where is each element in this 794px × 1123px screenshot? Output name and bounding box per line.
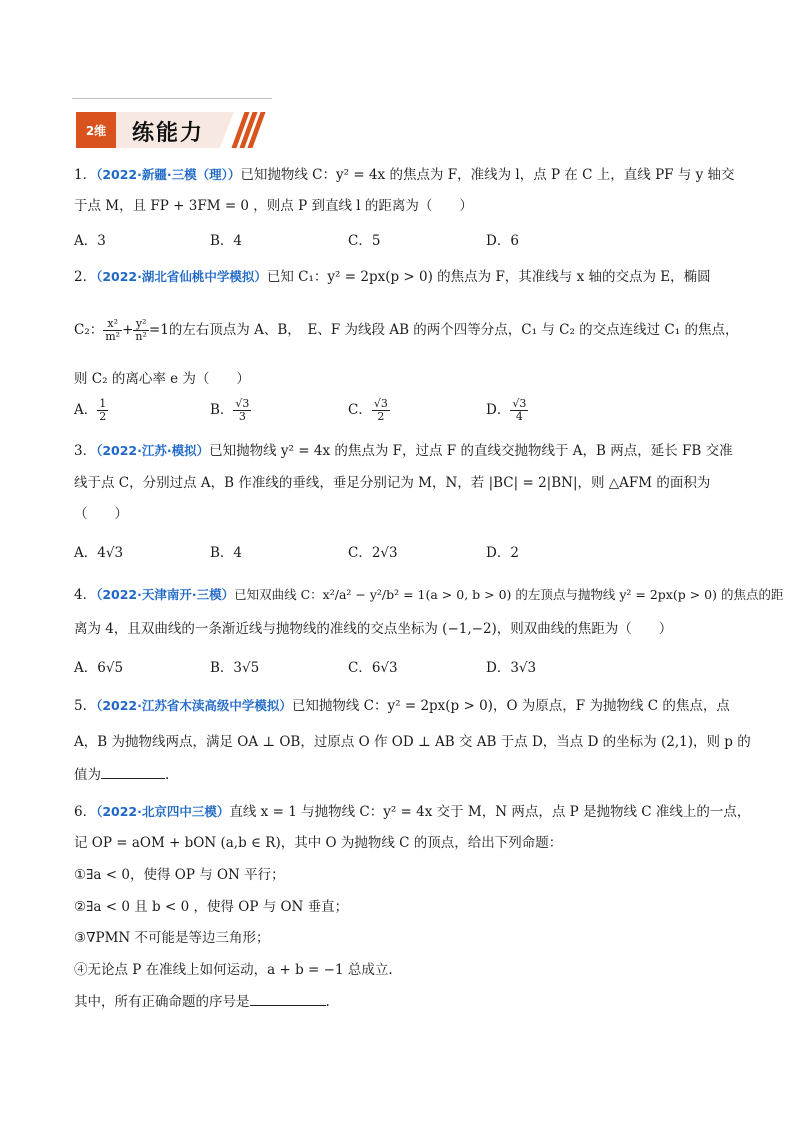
q1-line1 (74, 166, 735, 184)
q2-line3: 则 C₂ 的离心率 e 为（ ） (74, 371, 250, 387)
q6-item-4: ④无论点 P 在准线上如何运动，a + b = −1 总成立. (74, 962, 393, 978)
q4-number: 4． (74, 587, 97, 603)
q2-option-a-label: A． (74, 402, 98, 418)
q2-fraction-x: $\frac{\text{x²}}{\text{m²}}$ (105, 317, 121, 343)
q2-c2-label: C₂： (74, 322, 104, 338)
section-title: 练能力 (132, 121, 205, 146)
q5-text3: 值为 (74, 767, 101, 783)
q2-option-d (486, 398, 528, 423)
q3-option-d: D．2 (486, 545, 519, 561)
q3-text1: 已知抛物线 y² = 4x 的焦点为 F，过点 F 的直线交抛物线于 A，B 两点，延长 FB 交准 (209, 443, 733, 459)
header-rule (72, 98, 272, 99)
q3-option-b: B．4 (210, 545, 243, 561)
q2-option-d-label: D． (486, 402, 511, 418)
q4-line2: 离为 4，且双曲线的一条渐近线与抛物线的准线的交点坐标为 (−1,−2)，则双曲线的焦距为（ ） (74, 621, 673, 637)
q6-number: 6． (74, 804, 97, 820)
q2-option-c-value: $\frac{√3}{2}$ (373, 397, 388, 423)
q4-source: （2022·天津南开·三模） (96, 587, 235, 602)
q1-text1: 已知抛物线 C：y² = 4x 的焦点为 F，准线为 l，点 P 在 C 上，直线 PF 与 y 轴交 (240, 167, 735, 183)
q5-line2: A，B 为抛物线两点，满足 OA ⊥ OB，过原点 O 作 OD ⊥ AB 交 AB 于点 D，当点 D 的坐标为 (2,1)，则 p 的 (74, 734, 751, 750)
q2-text1: 已知 C₁：y² = 2px(p > 0) 的焦点为 F，其准线与 x 轴的交点为 E，椭圆 (266, 269, 711, 285)
q2-text2: 的左右顶点为 A、B， E、F 为线段 AB 的两个四等分点，C₁ 与 C₂ 的交点连线过 C₁ 的焦点， (168, 322, 739, 338)
q4-line1 (74, 586, 783, 604)
q4-option-c: C．6√3 (348, 660, 398, 676)
q2-source: （2022·湖北省仙桃中学模拟） (96, 269, 267, 284)
q3-option-a: A．4√3 (74, 545, 124, 561)
q5-line3: 值为 . (74, 767, 170, 783)
q2-option-b-label: B． (210, 402, 234, 418)
q3-line1 (74, 442, 733, 460)
q1-line2: 于点 M，且 FP + 3FM = 0 ，则点 P 到直线 l 的距离为（ ） (74, 198, 473, 214)
q6-line2: 记 OP = aOM + bON (a,b ∈ R)，其中 O 为抛物线 C 的顶点，给出下列命题： (74, 835, 563, 851)
q4-option-d: D．3√3 (486, 660, 537, 676)
q6-item-1: ①∃a < 0，使得 OP 与 ON 平行； (74, 867, 285, 883)
q1-source: （2022·新疆·三模（理）） (96, 167, 241, 182)
q2-option-c (348, 398, 390, 423)
q2-option-c-label: C． (348, 402, 372, 418)
q6-line1 (74, 803, 750, 821)
q3-number: 3． (74, 443, 97, 459)
q5-text1: 已知抛物线 C：y² = 2px(p > 0)，O 为原点，F 为抛物线 C 的焦点，点 (291, 698, 730, 714)
q4-option-a: A．6√5 (74, 660, 124, 676)
q3-line3: （ ） (74, 506, 128, 522)
q1-number: 1． (74, 167, 97, 183)
q5-source: （2022·江苏省木渎高级中学模拟） (96, 698, 292, 713)
q6-last: 其中，所有正确命题的序号是 . (74, 994, 330, 1010)
q4-text1: 已知双曲线 C：x²/a² − y²/b² = 1(a > 0, b > 0) 的左顶点与抛物线 y² = 2px(p > 0) 的焦点的距 (234, 587, 784, 602)
q6-item-2: ②∃a < 0 且 b < 0 ，使得 OP 与 ON 垂直； (74, 899, 349, 915)
q6-source: （2022·北京四中三模） (96, 804, 230, 819)
q2-option-d-value: $\frac{√3}{4}$ (512, 397, 527, 423)
q2-number: 2． (74, 269, 97, 285)
q2-fraction-y: $\frac{\text{y²}}{\text{n²}}$ (135, 317, 147, 343)
q2-option-b-value: $\frac{√3}{3}$ (235, 397, 250, 423)
q4-option-b: B．3√5 (210, 660, 260, 676)
q2-line2: C₂： $\frac{\text{x²}}{\text{m²}}$ + $\frac{\text{y²}}{\text{n²}}$ =1的左右顶点为 A、B， E、F 为线段 AB 的两个四等分点，C₁ 与 C₂ 的交点连线过 C₁ 的焦点， (74, 317, 739, 343)
q6-item-3: ③∇PMN 不可能是等边三角形； (74, 930, 270, 946)
q5-number: 5． (74, 698, 97, 714)
q6-last-text: 其中，所有正确命题的序号是 (74, 994, 250, 1010)
q2-line1 (74, 268, 711, 286)
q6-answer-blank[interactable] (250, 993, 326, 1006)
q2-option-a (74, 398, 108, 423)
q6-text1: 直线 x = 1 与抛物线 C：y² = 4x 交于 M，N 两点，点 P 是抛物线 C 准线上的一点， (229, 804, 751, 820)
q1-option-d: D．6 (486, 233, 519, 249)
section-badge: 2维 (76, 112, 116, 148)
q1-option-c: C．5 (348, 233, 381, 249)
q3-option-c: C．2√3 (348, 545, 398, 561)
q3-source: （2022·江苏·模拟） (96, 443, 210, 458)
q1-option-b: B．4 (210, 233, 243, 249)
q2-option-b (210, 398, 251, 423)
section-banner (76, 112, 258, 148)
q5-answer-blank[interactable] (101, 766, 165, 779)
q2-option-a-value: $\frac{1}{2}$ (99, 397, 107, 423)
q5-line1 (74, 697, 730, 715)
q1-option-a: A．3 (74, 233, 106, 249)
q3-line2: 线于点 C，分别过点 A，B 作准线的垂线，垂足分别记为 M，N，若 |BC| = 2|BN|，则 △AFM 的面积为 (74, 475, 711, 491)
